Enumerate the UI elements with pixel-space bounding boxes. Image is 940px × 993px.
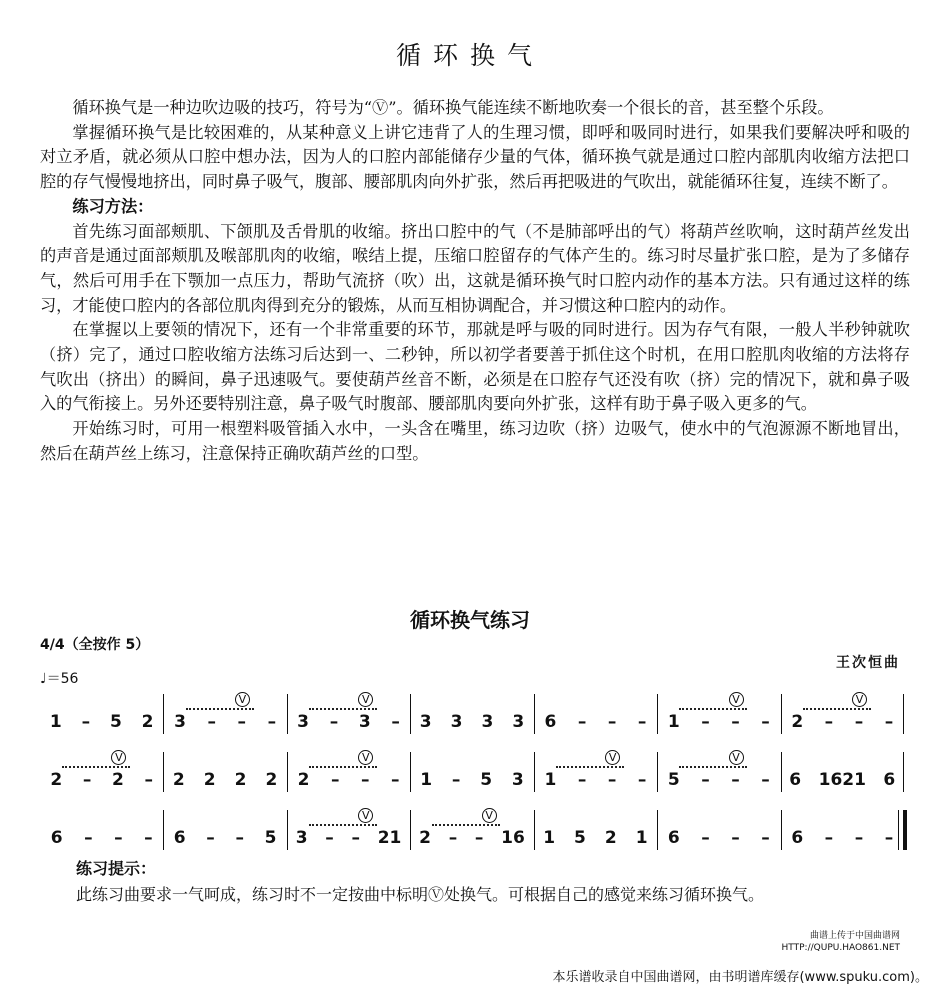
score-note: 6 xyxy=(173,828,186,848)
score-note: – xyxy=(330,770,340,790)
score-note: 1 xyxy=(667,712,680,732)
score-note: 2 xyxy=(112,770,124,790)
barline xyxy=(903,694,904,734)
barline xyxy=(657,810,658,850)
score-composer: 王次恒曲 xyxy=(836,655,900,671)
barline xyxy=(657,752,658,792)
barline xyxy=(781,810,782,850)
score-note: 2 xyxy=(172,770,185,790)
score-title: 循环换气练习 xyxy=(410,608,530,632)
score-note: 5 xyxy=(480,770,493,790)
tie-line xyxy=(309,766,377,768)
score-note: – xyxy=(884,828,894,848)
score-note: – xyxy=(114,828,123,848)
barline xyxy=(534,694,535,734)
score-note: 6 xyxy=(50,828,63,848)
barline xyxy=(287,752,288,792)
score-note: 1 xyxy=(420,770,433,790)
score-note: – xyxy=(351,828,360,848)
score-note: 3 xyxy=(297,712,310,732)
breath-mark-icon: V xyxy=(235,692,250,707)
score-note: 2 xyxy=(265,770,278,790)
score-measure xyxy=(781,690,904,746)
score-measure xyxy=(781,806,904,862)
score-measure xyxy=(657,690,780,746)
score-note: 2 xyxy=(203,770,216,790)
score-note: 6 xyxy=(883,770,896,790)
barline xyxy=(410,810,411,850)
score-note: – xyxy=(731,828,740,848)
score-note: 1 xyxy=(635,828,648,848)
score-note: 3 xyxy=(511,770,524,790)
score-note: – xyxy=(267,712,277,732)
barline xyxy=(657,694,658,734)
score-meter: 4/4（全按作 5） xyxy=(40,637,150,653)
score-note: – xyxy=(637,770,647,790)
paragraph-principle: 掌握循环换气是比较困难的，从某种意义上讲它违背了人的生理习惯，即呼和吸同时进行，如果我们要解决呼和吸的对立矛盾，就必须从口腔中想办法，因为人的口腔内部能储存少量的气体，循环换气就是通过口腔内部肌肉收缩方法把口腔的存气慢慢地挤出，同时鼻子吸气，腹部、腰部肌肉向外扩张，然后再把吸进的气吹出，就能循环往复，连续不断了。 xyxy=(40,122,910,192)
score-note: – xyxy=(854,828,864,848)
score-note: – xyxy=(701,828,710,848)
breath-mark-icon: V xyxy=(852,692,867,707)
score-measure xyxy=(534,748,657,804)
score-note: 6 xyxy=(789,770,802,790)
score-measure xyxy=(163,806,286,862)
score-note: – xyxy=(731,770,740,790)
score-note: 6 xyxy=(667,828,680,848)
score-note: 5 xyxy=(574,828,586,848)
score-note: 5 xyxy=(667,770,680,790)
score-note: 3 xyxy=(450,712,463,732)
score-note: 21 xyxy=(377,828,402,848)
barline xyxy=(903,752,904,792)
page-title: 循环换气 xyxy=(395,41,544,70)
score-note: 3 xyxy=(481,712,494,732)
score-note: – xyxy=(607,770,617,790)
score-note: – xyxy=(82,770,92,790)
watermark-line2: HTTP://QUPU.HAO861.NET xyxy=(781,943,900,953)
score-measure xyxy=(534,690,657,746)
score-note: – xyxy=(607,712,617,732)
score-measure xyxy=(410,690,533,746)
breath-mark-icon: V xyxy=(482,808,497,823)
score-measure xyxy=(657,748,780,804)
score-note: 3 xyxy=(512,712,525,732)
score-measure xyxy=(40,748,163,804)
score-note: 2 xyxy=(141,712,154,732)
score-note: 5 xyxy=(264,828,277,848)
score-note: 6 xyxy=(791,828,804,848)
score-measure xyxy=(287,748,410,804)
barline xyxy=(534,810,535,850)
barline xyxy=(163,694,164,734)
barline xyxy=(287,810,288,850)
breath-mark-icon: V xyxy=(358,692,373,707)
score-note: – xyxy=(325,828,334,848)
tie-line xyxy=(186,708,254,710)
score-note: – xyxy=(884,712,894,732)
score-note: – xyxy=(144,770,154,790)
score-note: – xyxy=(391,712,400,732)
watermark xyxy=(782,930,900,954)
score-row xyxy=(40,690,904,746)
score-note: 1 xyxy=(544,770,557,790)
score-measure xyxy=(40,806,163,862)
score-note: – xyxy=(81,712,91,732)
score-row xyxy=(40,806,904,862)
score-note: – xyxy=(577,770,587,790)
watermark-line1: 曲谱上传于中国曲谱网 xyxy=(809,931,900,941)
score-note: 2 xyxy=(419,828,431,848)
score-note: 5 xyxy=(109,712,122,732)
score-note: – xyxy=(235,828,244,848)
score-note: – xyxy=(731,712,740,732)
score-note: – xyxy=(761,828,770,848)
score-row xyxy=(40,748,904,804)
score-note: – xyxy=(448,828,458,848)
tie-line xyxy=(309,708,377,710)
score-note: – xyxy=(701,770,710,790)
tie-line xyxy=(309,824,377,826)
score-measure xyxy=(781,748,904,804)
score-note: – xyxy=(701,712,710,732)
score-note: – xyxy=(144,828,153,848)
score-note: – xyxy=(854,712,864,732)
score-note: 2 xyxy=(791,712,804,732)
tie-line xyxy=(679,766,747,768)
barline xyxy=(410,694,411,734)
tie-line xyxy=(556,766,624,768)
barline xyxy=(163,810,164,850)
score-note: 2 xyxy=(604,828,617,848)
score-measure xyxy=(534,806,657,862)
score-note: – xyxy=(761,770,770,790)
score-note: – xyxy=(577,712,587,732)
score-note: – xyxy=(84,828,93,848)
barline xyxy=(163,752,164,792)
breath-mark-icon: V xyxy=(605,750,620,765)
score-note: – xyxy=(390,770,400,790)
score-note: 1621 xyxy=(818,770,866,790)
score-measure xyxy=(163,690,286,746)
score-measure xyxy=(287,690,410,746)
tips-text: 此练习曲要求一气呵成，练习时不一定按曲中标明Ⓥ处换气。可根据自己的感觉来练习循环换气。 xyxy=(76,885,765,904)
breath-mark-icon: V xyxy=(729,750,744,765)
score-measure xyxy=(163,748,286,804)
breath-mark-icon: V xyxy=(358,750,373,765)
score-note: 16 xyxy=(501,828,525,848)
paragraph-method-1: 首先练习面部颊肌、下颌肌及舌骨肌的收缩。挤出口腔中的气（不是肺部呼出的气）将葫芦丝吹响，这时葫芦丝发出的声音是通过面部颊肌及喉部肌肉的收缩，喉结上提，压缩口腔留存的气体产生的。练习时尽量扩张口腔，是为了多储存气，然后可用手在下颚加一点压力，帮助气流挤（吹）出，这就是循环换气时口腔内动作的基本方法。只有通过这样的练习，才能使口腔内的各部位肌肉得到充分的锻炼，从而互相协调配合，并习惯这种口腔内的动作。 xyxy=(40,221,910,315)
tie-line xyxy=(679,708,747,710)
score-measure xyxy=(40,690,163,746)
score-measure xyxy=(410,806,533,862)
barline xyxy=(534,752,535,792)
paragraph-intro: 循环换气是一种边吹边吸的技巧，符号为“Ⓥ”。循环换气能连续不断地吹奏一个很长的音，甚至整个乐段。 xyxy=(72,98,834,117)
breath-mark-icon: V xyxy=(358,808,373,823)
barline xyxy=(287,694,288,734)
breath-mark-icon: V xyxy=(111,750,126,765)
score-note: 1 xyxy=(543,828,556,848)
score-note: – xyxy=(360,770,370,790)
score-note: 6 xyxy=(544,712,557,732)
score-note: – xyxy=(637,712,647,732)
score-note: 3 xyxy=(295,828,308,848)
breath-mark-icon: V xyxy=(729,692,744,707)
tie-line xyxy=(432,824,500,826)
tie-line xyxy=(62,766,130,768)
score-note: – xyxy=(824,828,834,848)
score-note: 3 xyxy=(419,712,432,732)
barline xyxy=(781,694,782,734)
paragraph-method-2: 在掌握以上要领的情况下，还有一个非常重要的环节，那就是呼与吸的同时进行。因为存气有限，一般人半秒钟就吹（挤）完了，通过口腔收缩方法练习后达到一、二秒钟，所以初学者要善于抓住这个时机，在用口腔肌肉收缩的方法将存气吹出（挤出）的瞬间，鼻子迅速吸气。要使葫芦丝音不断，必须是在口腔存气还没有吹（挤）完的情况下，就和鼻子吸入的气衔接上。另外还要特别注意，鼻子吸气时腹部、腰部肌肉要向外扩张，这样有助于鼻子吸入更多的气。 xyxy=(40,320,910,414)
score-note: – xyxy=(207,712,217,732)
score-note: – xyxy=(451,770,461,790)
tips-heading: 练习提示： xyxy=(76,859,157,878)
score-note: 2 xyxy=(50,770,63,790)
score-note: 3 xyxy=(358,712,371,732)
practice-method-heading: 练习方法： xyxy=(72,196,154,216)
score-note: 2 xyxy=(297,770,310,790)
score-note: – xyxy=(237,712,247,732)
score-tempo: ♩＝56 xyxy=(40,671,79,687)
practice-tips xyxy=(40,856,910,908)
score-measure xyxy=(410,748,533,804)
article-body xyxy=(40,96,910,467)
score-measure xyxy=(657,806,780,862)
score-note: – xyxy=(329,712,339,732)
score-note: – xyxy=(474,828,484,848)
barline xyxy=(410,752,411,792)
final-barline xyxy=(898,810,907,850)
score-note: – xyxy=(206,828,215,848)
barline xyxy=(781,752,782,792)
score-note: – xyxy=(761,712,770,732)
score-note: 3 xyxy=(174,712,187,732)
score-measure xyxy=(287,806,410,862)
score-note: – xyxy=(824,712,834,732)
score-note: 1 xyxy=(49,712,62,732)
tie-line xyxy=(803,708,871,710)
score-note: 2 xyxy=(234,770,247,790)
footer-note: 本乐谱收录自中国曲谱网，由书明谱库缓存(www.spuku.com)。 xyxy=(552,970,928,985)
paragraph-method-3: 开始练习时，可用一根塑料吸管插入水中，一头含在嘴里，练习边吹（挤）边吸气，使水中的气泡源源不断地冒出，然后在葫芦丝上练习，注意保持正确吹葫芦丝的口型。 xyxy=(40,419,910,463)
